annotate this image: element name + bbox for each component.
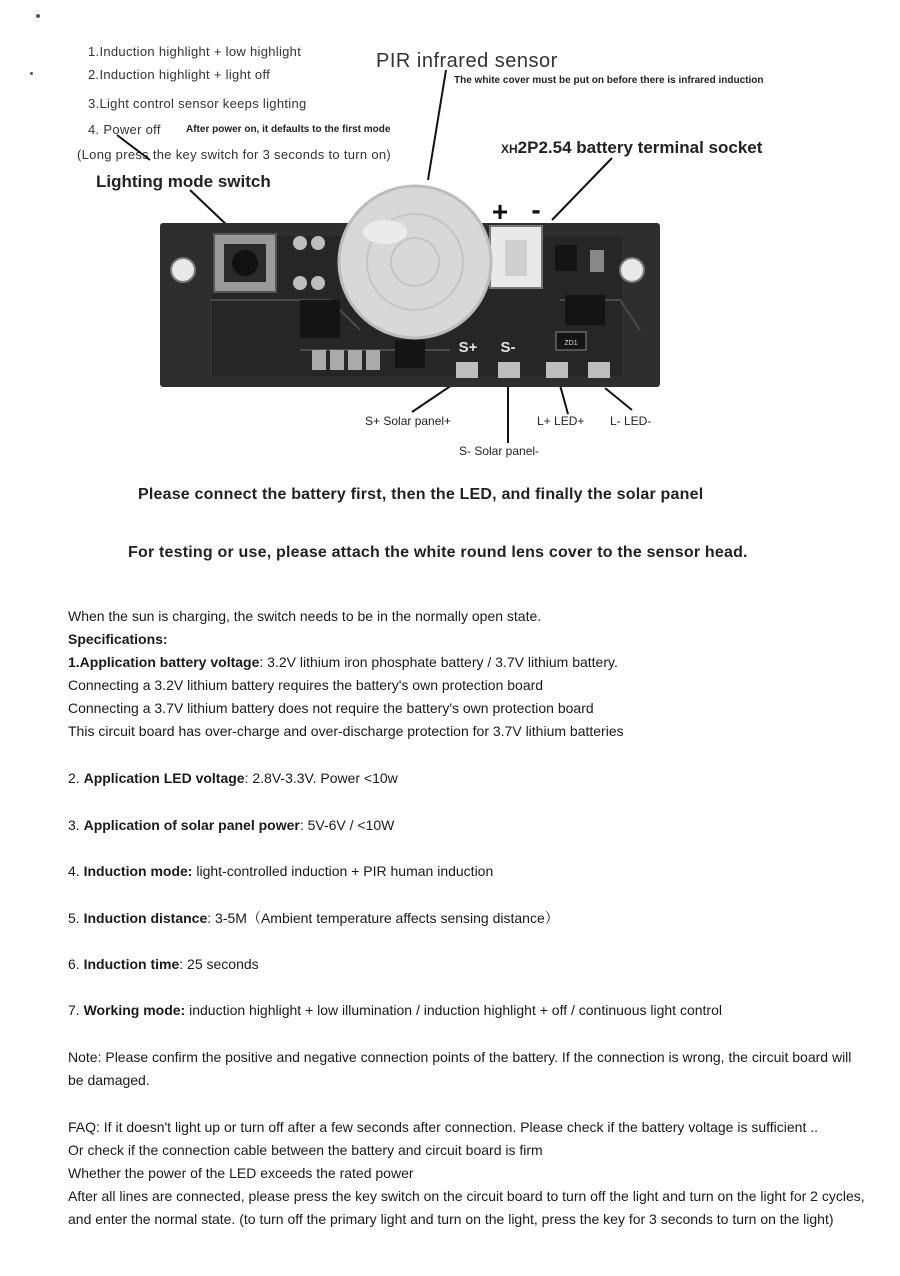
spec-7 bbox=[68, 999, 722, 1022]
l-plus-label: L+ LED+ bbox=[537, 414, 585, 428]
spec-3 bbox=[68, 814, 394, 837]
spec-title-text: Specifications: bbox=[68, 631, 168, 647]
spec-1-line-2: Connecting a 3.2V lithium battery requires the battery's own protection board bbox=[68, 677, 544, 693]
long-press-note: (Long press the key switch for 3 seconds to turn on) bbox=[77, 147, 392, 162]
faq-line-1: FAQ: If it doesn't light up or turn off after a few seconds after connection. Please check if the battery voltage is sufficient .. bbox=[68, 1119, 819, 1135]
mode-4-note: After power on, it defaults to the first mode bbox=[186, 124, 391, 135]
pad-s-plus bbox=[456, 362, 478, 378]
s-plus-silkscreen: S+ bbox=[458, 339, 478, 356]
battery-socket-text: 2P2.54 battery terminal socket bbox=[517, 138, 763, 157]
leader-line-mode-4 bbox=[117, 135, 150, 160]
smd-component bbox=[590, 250, 604, 272]
ic-chip bbox=[300, 300, 340, 338]
pir-sensor-title: PIR infrared sensor bbox=[376, 50, 558, 72]
s-minus-label: S- Solar panel- bbox=[459, 444, 540, 458]
faq-line-4: After all lines are connected, please press the key switch on the circuit board to turn off the light and turn on the light for 2 cycles, and enter the normal state. (to turn off the primary light and turn on the light, press the key for 3 seconds to turn on the light) bbox=[68, 1188, 865, 1227]
connect-order-headline: Please connect the battery first, then the LED, and finally the solar panel bbox=[138, 486, 704, 503]
faq-line-3: Whether the power of the LED exceeds the rated power bbox=[68, 1165, 414, 1181]
leader-line-pir bbox=[428, 70, 446, 180]
battery-socket-prefix: XH bbox=[501, 142, 518, 156]
pir-board-diagram bbox=[0, 0, 900, 470]
smd-component bbox=[348, 350, 362, 370]
s-minus-silkscreen: S- bbox=[500, 339, 516, 356]
spec-4-value: light-controlled induction + PIR human induction bbox=[192, 863, 494, 879]
mounting-hole-left bbox=[171, 258, 195, 282]
sun-charging-note: When the sun is charging, the switch needs to be in the normally open state. bbox=[68, 608, 542, 624]
spec-2-label: Application LED voltage bbox=[83, 770, 245, 786]
leader-line-battery bbox=[552, 158, 612, 220]
solder-pad bbox=[311, 276, 325, 290]
lens-cover-headline: For testing or use, please attach the white round lens cover to the sensor head. bbox=[128, 544, 748, 561]
spec-4 bbox=[68, 860, 493, 883]
l-minus-label: L- LED- bbox=[610, 414, 652, 428]
pad-l-minus bbox=[588, 362, 610, 378]
mounting-hole-right bbox=[620, 258, 644, 282]
spec-5-value: : 3-5M（Ambient temperature affects sensing distance） bbox=[207, 910, 559, 926]
leader-line-s-plus bbox=[412, 385, 452, 412]
mode-switch-label: Lighting mode switch bbox=[96, 172, 271, 191]
solder-pad bbox=[293, 276, 307, 290]
leader-line-mode-switch bbox=[190, 190, 230, 228]
pir-lens bbox=[339, 186, 491, 338]
spec-7-value: induction highlight + low illumination / induction highlight + off / continuous light control bbox=[185, 1002, 722, 1018]
spec-3-num: 3. bbox=[68, 817, 84, 833]
spec-6-value: : 25 seconds bbox=[179, 956, 259, 972]
spec-6 bbox=[68, 953, 259, 976]
solder-pad bbox=[311, 236, 325, 250]
spec-3-value: : 5V-6V / <10W bbox=[299, 817, 395, 833]
spec-2 bbox=[68, 767, 398, 790]
mode-3: 3.Light control sensor keeps lighting bbox=[88, 96, 307, 111]
spec-1-value: : 3.2V lithium iron phosphate battery / 3.7V lithium battery. bbox=[259, 654, 618, 670]
spec-5-label: Induction distance bbox=[83, 910, 208, 926]
battery-minus-mark: - bbox=[531, 194, 541, 225]
spec-4-num: 4. bbox=[68, 863, 84, 879]
spec-7-num: 7. bbox=[68, 1002, 84, 1018]
pir-cover-note: The white cover must be put on before there is infrared induction bbox=[454, 75, 764, 86]
spec-7-label: Working mode: bbox=[83, 1002, 186, 1018]
battery-note: Note: Please confirm the positive and negative connection points of the battery. If the connection is wrong, the circuit board will be damaged. bbox=[68, 1049, 852, 1088]
ic-chip bbox=[555, 245, 577, 271]
pir-lens-highlight bbox=[363, 220, 407, 244]
key-switch-button bbox=[232, 250, 258, 276]
spec-2-num: 2. bbox=[68, 770, 84, 786]
mode-1: 1.Induction highlight + low highlight bbox=[88, 44, 302, 59]
leader-line-l-plus bbox=[560, 385, 568, 414]
mode-4: 4. Power off bbox=[88, 122, 161, 137]
solder-pad bbox=[293, 236, 307, 250]
smd-component bbox=[312, 350, 326, 370]
smd-component bbox=[330, 350, 344, 370]
battery-connector-slot bbox=[505, 240, 527, 276]
spec-5 bbox=[68, 907, 559, 930]
zd1-label: ZD1 bbox=[564, 340, 578, 347]
pad-s-minus bbox=[498, 362, 520, 378]
mode-2: 2.Induction highlight + light off bbox=[88, 67, 271, 82]
spec-3-label: Application of solar panel power bbox=[83, 817, 300, 833]
pad-l-plus bbox=[546, 362, 568, 378]
spec-6-label: Induction time bbox=[83, 956, 180, 972]
spec-1-line-4: This circuit board has over-charge and over-discharge protection for 3.7V lithium batteries bbox=[68, 723, 624, 739]
ic-chip bbox=[395, 340, 425, 368]
s-plus-label: S+ Solar panel+ bbox=[365, 414, 452, 428]
spec-title bbox=[68, 628, 168, 651]
spec-1 bbox=[68, 651, 618, 674]
spec-2-value: : 2.8V-3.3V. Power <10w bbox=[244, 770, 398, 786]
battery-plus-mark: + bbox=[491, 196, 509, 227]
spec-4-label: Induction mode: bbox=[83, 863, 193, 879]
leader-line-l-minus bbox=[605, 388, 632, 410]
smd-component bbox=[366, 350, 380, 370]
spec-6-num: 6. bbox=[68, 956, 84, 972]
ic-chip bbox=[565, 295, 605, 325]
faq-line-2: Or check if the connection cable between the battery and circuit board is firm bbox=[68, 1142, 543, 1158]
spec-1-line-3: Connecting a 3.7V lithium battery does not require the battery's own protection board bbox=[68, 700, 594, 716]
spec-5-num: 5. bbox=[68, 910, 84, 926]
spec-1-label: 1.Application battery voltage bbox=[68, 654, 260, 670]
